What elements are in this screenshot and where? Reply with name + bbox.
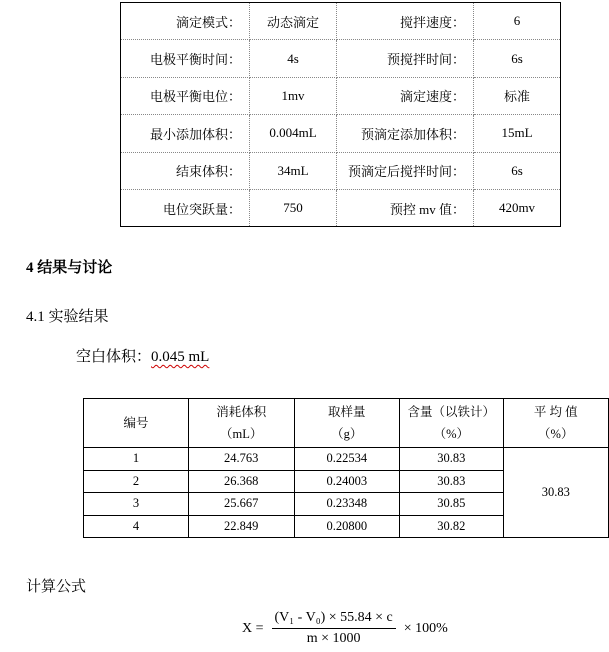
table-row bbox=[121, 152, 561, 189]
param-label: 预滴定添加体积： bbox=[337, 115, 474, 152]
param-value: 4s bbox=[250, 40, 337, 77]
cell-volume: 24.763 bbox=[188, 448, 294, 471]
formula-lhs: X = bbox=[242, 620, 264, 636]
formula-suffix: × 100% bbox=[403, 620, 448, 636]
formula-numerator: (V₁ - V₀) × 55.84 × c bbox=[272, 610, 396, 629]
header-line: 编号 bbox=[123, 416, 149, 430]
column-header-volume bbox=[188, 399, 294, 448]
cell-mass: 0.20800 bbox=[294, 515, 400, 538]
cell-mass: 0.24003 bbox=[294, 470, 400, 493]
subsection-heading-experiment-results: 4.1 实验结果 bbox=[26, 309, 109, 325]
cell-number: 2 bbox=[84, 470, 189, 493]
section-heading-results-discussion: 4 结果与讨论 bbox=[26, 260, 113, 276]
header-unit: （%） bbox=[433, 427, 469, 441]
param-label: 最小添加体积： bbox=[121, 115, 250, 152]
formula-denominator: m × 1000 bbox=[306, 631, 361, 646]
blank-volume-value: 0.045 mL bbox=[151, 349, 210, 365]
header-line: 消耗体积 bbox=[216, 405, 267, 419]
blank-volume-label: 空白体积： bbox=[76, 349, 152, 365]
table-row bbox=[121, 115, 561, 152]
cell-average: 30.83 bbox=[503, 448, 608, 538]
column-header-content bbox=[400, 399, 503, 448]
param-value: 6 bbox=[474, 3, 561, 40]
table-row bbox=[121, 40, 561, 77]
param-label: 搅拌速度： bbox=[337, 3, 474, 40]
header-line: 含量（以铁计） bbox=[407, 405, 496, 419]
param-label: 滴定模式： bbox=[121, 3, 250, 40]
param-label: 预控 mv 值： bbox=[337, 189, 474, 226]
param-label: 结束体积： bbox=[121, 152, 250, 189]
param-label: 滴定速度： bbox=[337, 77, 474, 114]
cell-mass: 0.22534 bbox=[294, 448, 400, 471]
cell-content: 30.83 bbox=[400, 448, 503, 471]
param-value: 标准 bbox=[474, 77, 561, 114]
calc-formula-heading: 计算公式 bbox=[26, 579, 87, 595]
param-value: 6s bbox=[474, 152, 561, 189]
cell-number: 3 bbox=[84, 493, 189, 516]
param-label: 预滴定后搅拌时间： bbox=[337, 152, 474, 189]
titration-params-table bbox=[120, 2, 561, 227]
param-value: 34mL bbox=[250, 152, 337, 189]
cell-number: 4 bbox=[84, 515, 189, 538]
cell-volume: 22.849 bbox=[188, 515, 294, 538]
header-unit: （%） bbox=[538, 427, 574, 441]
cell-content: 30.82 bbox=[400, 515, 503, 538]
column-header-average bbox=[503, 399, 608, 448]
cell-content: 30.83 bbox=[400, 470, 503, 493]
header-unit: （g） bbox=[331, 427, 363, 441]
table-row bbox=[121, 189, 561, 226]
param-value: 动态滴定 bbox=[250, 3, 337, 40]
table-row bbox=[121, 3, 561, 40]
param-value: 1mv bbox=[250, 77, 337, 114]
content-formula bbox=[242, 610, 448, 647]
param-label: 电位突跃量： bbox=[121, 189, 250, 226]
table-row bbox=[84, 448, 609, 471]
param-value: 6s bbox=[474, 40, 561, 77]
blank-volume-line bbox=[76, 345, 209, 366]
header-line: 取样量 bbox=[328, 405, 366, 419]
column-header-number bbox=[84, 399, 189, 448]
formula-fraction bbox=[272, 610, 396, 647]
table-row bbox=[121, 77, 561, 114]
param-value: 15mL bbox=[474, 115, 561, 152]
cell-number: 1 bbox=[84, 448, 189, 471]
header-unit: （mL） bbox=[220, 427, 263, 441]
param-value: 420mv bbox=[474, 189, 561, 226]
cell-volume: 26.368 bbox=[188, 470, 294, 493]
param-label: 电极平衡电位： bbox=[121, 77, 250, 114]
cell-mass: 0.23348 bbox=[294, 493, 400, 516]
results-table bbox=[83, 398, 609, 538]
cell-volume: 25.667 bbox=[188, 493, 294, 516]
header-line: 平 均 值 bbox=[533, 405, 578, 419]
cell-content: 30.85 bbox=[400, 493, 503, 516]
param-label: 预搅拌时间： bbox=[337, 40, 474, 77]
column-header-sample-mass bbox=[294, 399, 400, 448]
param-value: 0.004mL bbox=[250, 115, 337, 152]
table-header-row bbox=[84, 399, 609, 448]
param-label: 电极平衡时间： bbox=[121, 40, 250, 77]
param-value: 750 bbox=[250, 189, 337, 226]
